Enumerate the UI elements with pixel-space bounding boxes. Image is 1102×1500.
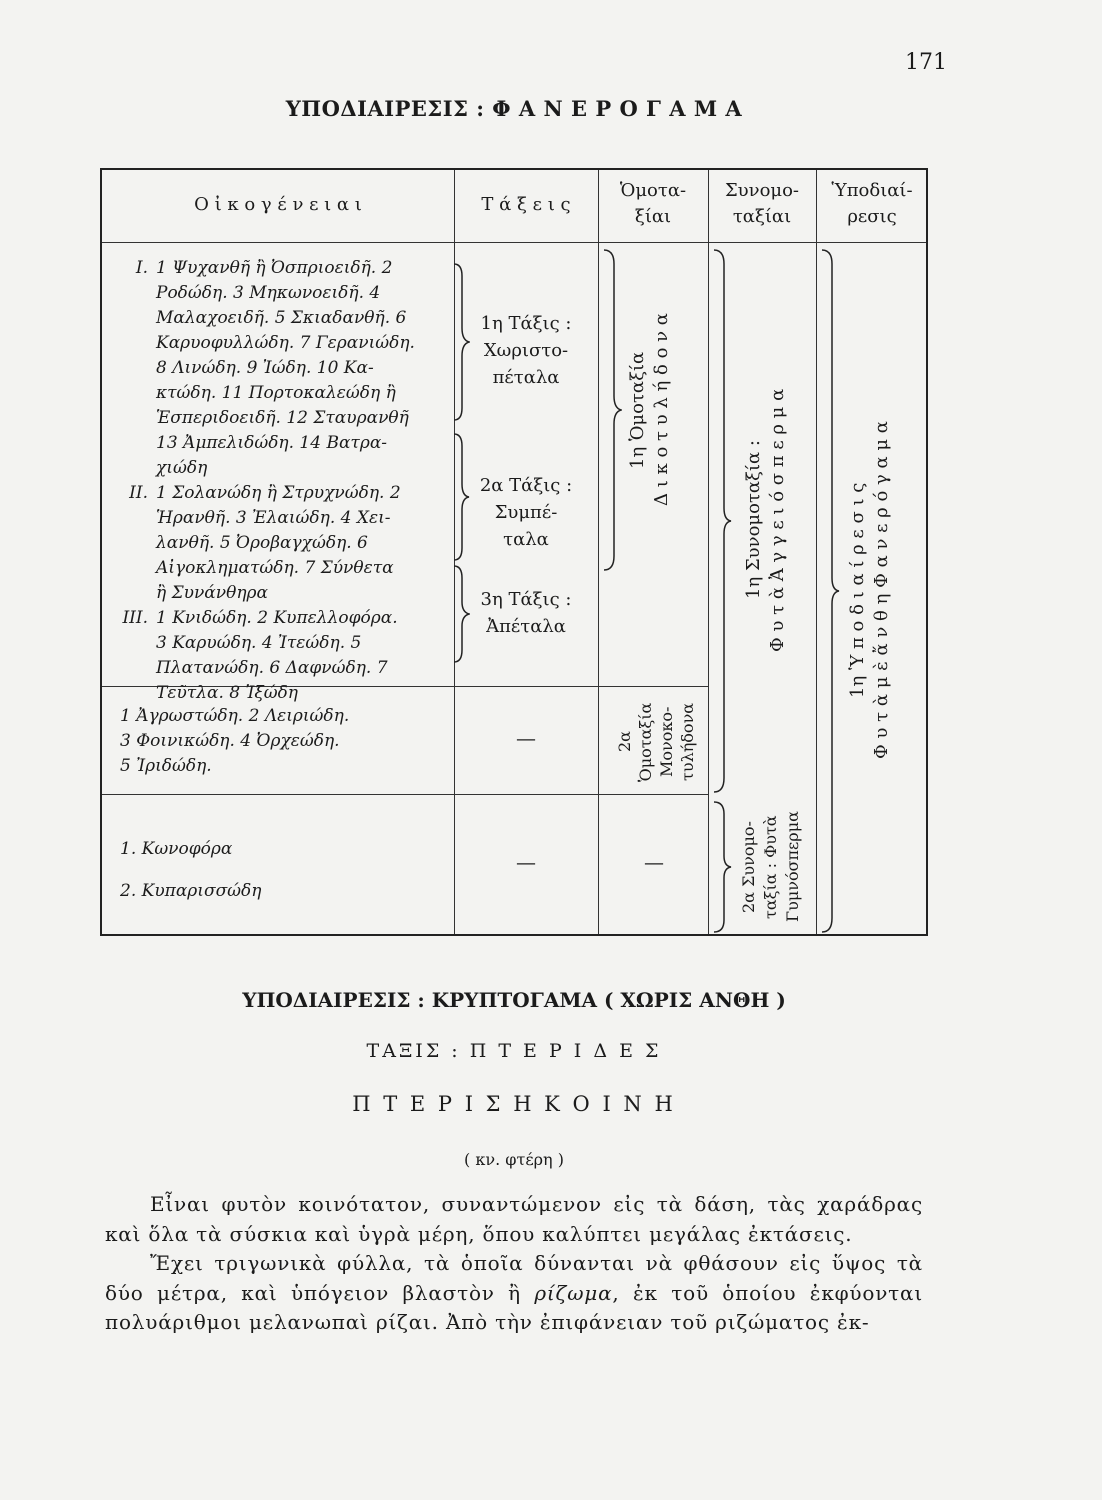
family-line: χιώδη [156, 458, 208, 478]
family-line: λανθῆ. 5 Ὀροβαγχώδη. 6 [156, 533, 368, 553]
paragraph-1: Εἶναι φυτὸν κοινότατον, συναντώμενον εἰς τὰ δάση, τὰς χαράδρας καὶ ὅλα τὰ σύσκια καὶ ὑγρὰ μέρη, ὅπου καλύπτει μεγάλας ἐκτάσεις. [105, 1192, 923, 1246]
brace [600, 248, 622, 572]
order-3: 3η Τάξις : Ἀπέταλα [480, 589, 572, 637]
family-line: 8 Λινώδη. 9 Ἰώδη. 10 Κα- [156, 358, 374, 378]
families-dicotyledons [120, 256, 460, 706]
families-gymnosperms: 1. Κωνοφόρα 2. Κυπαρισσώδη [120, 839, 262, 901]
family-line: Καρυοφυλλώδη. 7 Γερανιώδη. [156, 333, 415, 353]
family-line: II. 1 Σολανώδη ἢ Στρυχνώδη. 2 [129, 483, 401, 503]
family-line: Πλατανώδη. 6 Δαφνώδη. 7 [156, 658, 388, 678]
family-line: 13 Ἀμπελιδώδη. 14 Βατρα- [156, 433, 388, 453]
column-divider [816, 170, 817, 934]
order-2: 2α Τάξις : Συμπέ- ταλα [479, 475, 573, 550]
species-heading: Π Τ Ε Ρ Ι Σ Η Κ Ο Ι Ν Η [352, 1092, 676, 1116]
header-groups: Ὁμοτα- ξίαι [619, 180, 687, 227]
section-heading-cryptogams: ΥΠΟΔΙΑΙΡΕΣΙΣ : ΚΡΥΠΤΟΓΑΜΑ ( ΧΩΡΙΣ ΑΝΘΗ ) [242, 988, 786, 1012]
page-number: 171 [905, 50, 947, 75]
group-monocotyledons: 2α Ὁμοταξία Μονοκο- τυλήδονα [615, 702, 697, 782]
family-line: Αἰγοκληματώδη. 7 Σύνθετα [156, 558, 394, 578]
family-line: 3 Καρυώδη. 4 Ἰτεώδη. 5 [156, 633, 362, 653]
empty-dash: — [516, 850, 536, 874]
family-line: Τεῦτλα. 8 Ἰξώδη [156, 683, 298, 703]
family-line: Ροδώδη. 3 Μηκωνοειδῆ. 4 [156, 283, 381, 303]
subdivision-phanerogams: 1η Ὑ π ο δ ι α ί ρ ε σ ι ς Φ υ τ ὰ μ ὲ ἄ ν θ η Φ α ν ε ρ ό γ α μ α [847, 421, 892, 759]
vernacular-name: ( κν. φτέρη ) [464, 1150, 564, 1169]
header-suborders: Συνομο- ταξίαι [724, 180, 800, 227]
family-line: Ἑσπεριδοειδῆ. 12 Σταυρανθῆ [156, 408, 409, 428]
family-line: I. 1 Ψυχανθῆ ἢ Ὀσπριοειδῆ. 2 [135, 258, 393, 278]
header-families: Ο ἰ κ ο γ έ ν ε ι α ι [194, 194, 362, 215]
paragraph-2: Ἔχει τριγωνικὰ φύλλα, τὰ ὁποῖα δύνανται νὰ φθάσουν εἰς ὕψος τὰ δύο μέτρα, καὶ ὑπόγειον βλαστὸν ἢ ρίζωμα, ἐκ τοῦ ὁποίου ἐκφύονται πολυάριθμοι μελανωπαὶ ρίζαι. Ἀπὸ τὴν ἐπιφάνειαν τοῦ ριζώματος ἐκ- [105, 1251, 923, 1334]
header-divider [102, 242, 926, 243]
header-orders: Τ ά ξ ε ι ς [481, 194, 571, 215]
order-1: 1η Τάξις : Χωριστο- πέταλα [480, 313, 572, 388]
brace [710, 800, 732, 934]
column-divider [708, 170, 709, 934]
families-monocotyledons: 1 Ἀγρωστώδη. 2 Λειριώδη. 3 Φοινικώδη. 4 Ὀρχεώδη. 5 Ἰριδώδη. [120, 706, 350, 776]
order-heading-ferns: ΤΑΞΙΣ : Π Τ Ε Ρ Ι Δ Ε Σ [366, 1040, 662, 1062]
brace [818, 248, 840, 934]
suborder-gymnosperms: 2α Συνομο- ταξία : Φυτὰ Γυμνόσπερμα [739, 811, 802, 923]
header-subdivisions: Ὑποδιαί- ρεσις [831, 180, 913, 227]
family-line: III. 1 Κνιδώδη. 2 Κυπελλοφόρα. [122, 608, 398, 628]
row-divider [598, 686, 708, 687]
group-dicotyledons: 1η Ὁμοταξία Δ ι κ ο τ υ λ ή δ ο ν α [627, 313, 672, 507]
family-line: ἢ Συνάνθηρα [156, 583, 268, 603]
classification-table [100, 168, 928, 936]
column-divider [598, 170, 599, 934]
body-text [105, 1190, 923, 1338]
empty-dash: — [644, 850, 664, 874]
empty-dash: — [516, 726, 536, 750]
brace [710, 248, 732, 794]
section-heading-phanerogams: ΥΠΟΔΙΑΙΡΕΣΙΣ : Φ Α Ν Ε Ρ Ο Γ Α Μ Α [285, 96, 743, 121]
family-line: Μαλαχοειδῆ. 5 Σκιαδανθῆ. 6 [156, 308, 407, 328]
family-line: Ἡρανθῆ. 3 Ἐλαιώδη. 4 Χει- [156, 508, 391, 528]
row-divider [102, 794, 708, 795]
suborder-angiosperms: 1η Συνομοταξία : Φ υ τ ὰ Ἀ γ γ ε ι ό σ π ε ρ μ α [743, 388, 788, 652]
family-line: κτώδη. 11 Πορτοκαλεώδη ἢ [156, 383, 396, 403]
